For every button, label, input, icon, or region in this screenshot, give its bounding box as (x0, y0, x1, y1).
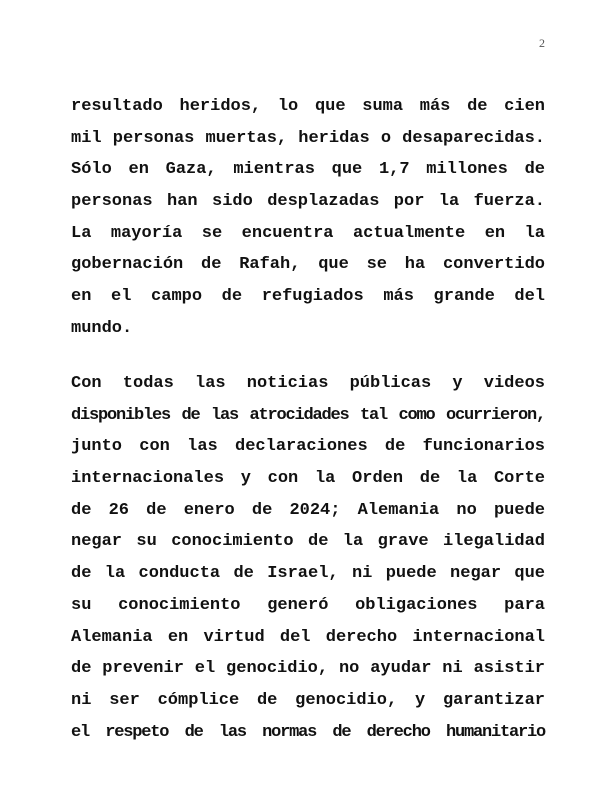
text-line: de la conducta de Israel, ni puede negar que (71, 564, 545, 584)
text-line: personas han sido desplazadas por la fuerza. (71, 192, 545, 212)
text-line: resultado heridos, lo que suma más de cien (71, 97, 545, 116)
text-line: de prevenir el genocidio, no ayudar ni asistir (71, 659, 545, 679)
text-line: mundo. (71, 318, 133, 338)
text-line: en el campo de refugiados más grande del (71, 287, 545, 307)
text-line: de 26 de enero de 2024; Alemania no puede (71, 500, 545, 520)
text-line: negar su conocimiento de la grave ilegalidad (71, 532, 545, 552)
page-number: 2 (539, 36, 545, 50)
text-line: La mayoría se encuentra actualmente en la (71, 223, 545, 243)
text-line: disponibles de las atrocidades tal como ocurrieron, (71, 405, 545, 425)
text-line: Alemania en virtud del derecho internacional (71, 627, 545, 647)
text-line: Sólo en Gaza, mientras que 1,7 millones de (71, 160, 545, 180)
text-line: mil personas muertas, heridas o desaparecidas. (71, 128, 545, 148)
text-line: junto con las declaraciones de funcionarios (71, 437, 545, 457)
text-line: Con todas las noticias públicas y videos (71, 374, 545, 393)
text-line: internacionales y con la Orden de la Corte (71, 469, 545, 489)
paragraph-1 (71, 96, 545, 350)
text-line: gobernación de Rafah, que se ha convertido (71, 255, 545, 275)
text-line: ni ser cómplice de genocidio, y garantizar (71, 690, 545, 710)
text-line: su conocimiento generó obligaciones para (71, 595, 545, 615)
text-line: el respeto de las normas de derecho humanitario (71, 722, 545, 742)
paragraph-2 (71, 373, 545, 753)
